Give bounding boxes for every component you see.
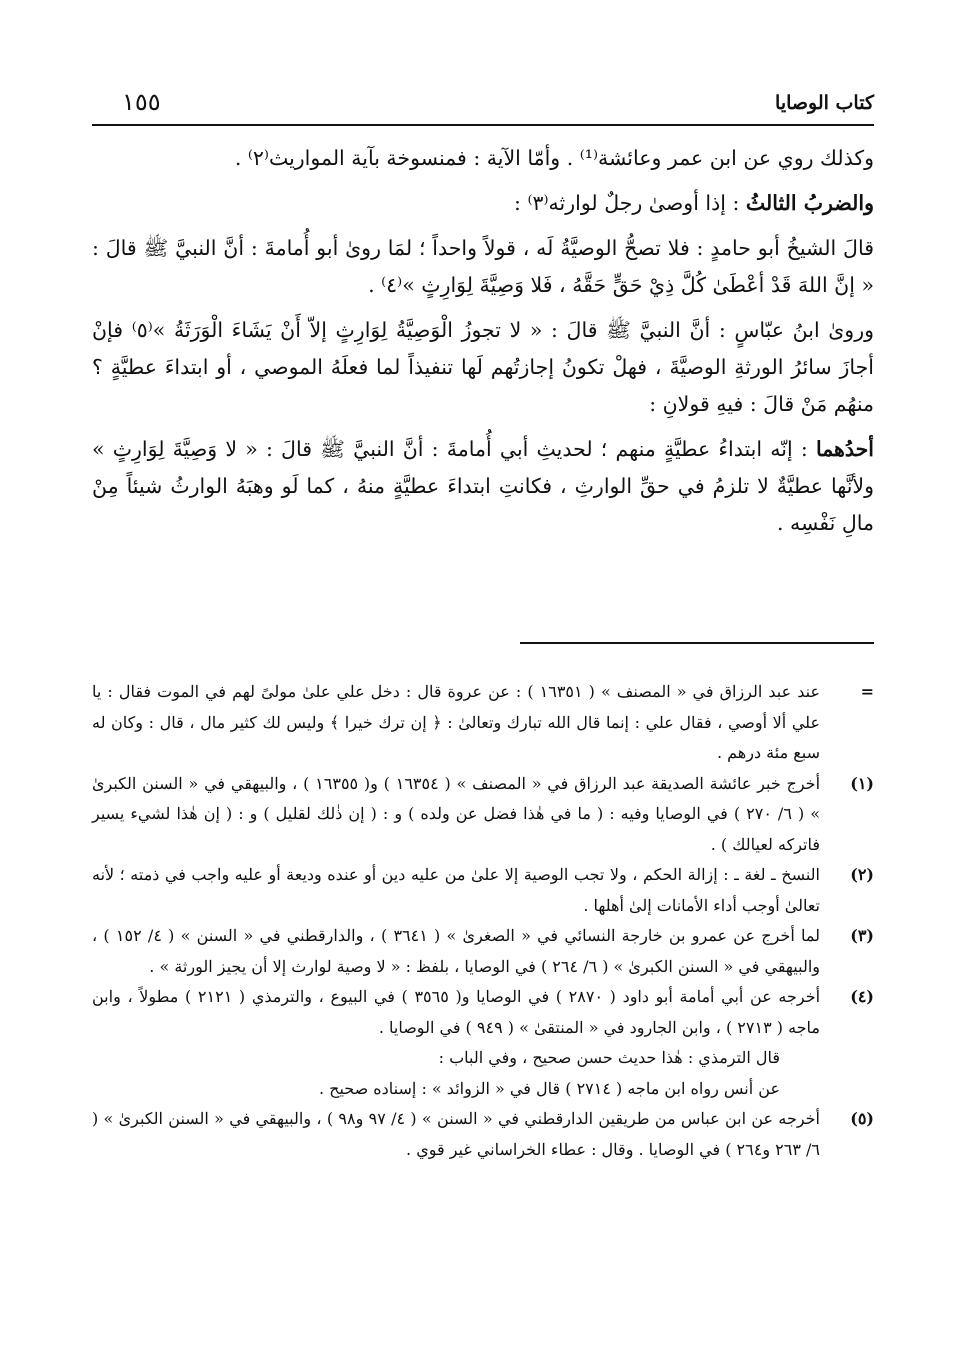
footnote-4 bbox=[92, 982, 874, 1104]
footnote-number: (٢) bbox=[850, 865, 874, 884]
paragraph-3: قالَ الشيخُ أبو حامدٍ : فلا تصحُّ الوصيَّةُ لَه ، قولاً واحداً ؛ لمَا روىٰ أبو أُمامةَ : أنَّ النبيَّ ﷺ قالَ : « إنَّ اللهَ قَدْ أعْطَىٰ كُلَّ ذِيْ حَقٍّ حَقَّهُ ، فَلا وَصِيَّةَ لِوَارِثٍ »⁽٤⁾ . bbox=[92, 236, 874, 297]
footnote-number: (٤) bbox=[850, 987, 874, 1006]
footnote-continued bbox=[92, 677, 874, 769]
footnote-1 bbox=[92, 769, 874, 861]
footnote-2 bbox=[92, 860, 874, 921]
footnote-subline: عن أنس رواه ابن ماجه ( ٢٧١٤ ) قال في « الزوائد » : إسناده صحيح . bbox=[318, 1078, 780, 1098]
footnote-divider bbox=[520, 642, 874, 644]
footnote-number: (٥) bbox=[850, 1109, 874, 1128]
footnote-text: أخرجه عن أبي أمامة أبو داود ( ٢٨٧٠ ) في الوصايا و( ٣٥٦٥ ) في البيوع ، والترمذي ( ٢١٢١ ) مطولاً ، وابن ماجه ( ٢٧١٣ ) ، وابن الجارود في « المنتقىٰ » ( ٩٤٩ ) في الوصايا . bbox=[92, 987, 821, 1037]
footnote-text: أخرج خبر عائشة الصديقة عبد الرزاق في « المصنف » ( ١٦٣٥٤ ) و( ١٦٣٥٥ ) ، والبيهقي في « السنن الكبرىٰ » ( ٦/ ٢٧٠ ) في الوصايا وفيه : ( ما في هٰذا فضل عن ولده ) و : ( إن ذٰلك لقليل ) و : ( إن هٰذا لشيء يسير فاتركه لعيالك ) . bbox=[92, 773, 821, 854]
footnote-3 bbox=[92, 921, 874, 982]
paragraph-2-text: : إذا أوصىٰ رجلٌ لوارثه⁽٣⁾ : bbox=[514, 191, 746, 215]
footnote-5 bbox=[92, 1104, 874, 1165]
main-text bbox=[92, 140, 874, 550]
footnote-subline: قال الترمذي : هٰذا حديث حسن صحيح ، وفي الباب : bbox=[438, 1048, 780, 1067]
paragraph-1: وكذلك روي عن ابن عمر وعائشة⁽¹⁾ . وأمّا الآية : فمنسوخة بآية المواريث⁽٢⁾ . bbox=[234, 146, 874, 170]
footnote-number: (٣) bbox=[850, 926, 874, 945]
footnote-number: (١) bbox=[850, 773, 874, 793]
footnote-text: عند عبد الرزاق في « المصنف » ( ١٦٣٥١ ) : عن عروة قال : دخل علي علىٰ مولىً لهم في الموت فقال : يا علي ألا أوصي ، فقال علي : إنما قال الله تبارك وتعالىٰ : ﴿ إن ترك خيرا ﴾ وليس لك كثير مال ، قال : وكان له سبع مئة درهم . bbox=[92, 682, 820, 762]
footnote-text: أخرجه عن ابن عباس من طريقين الدارقطني في « السنن » ( ٤/ ٩٧ و٩٨ ) ، والبيهقي في « السنن الكبرىٰ » ( ٦/ ٢٦٣ و٢٦٤ ) في الوصايا . وقال : عطاء الخراساني غير قوي . bbox=[92, 1109, 821, 1159]
book-title: كتاب الوصايا bbox=[775, 92, 874, 114]
section-heading: والضربُ الثالثُ bbox=[745, 191, 874, 215]
first-opinion-heading: أحدُهما bbox=[815, 437, 874, 461]
page-header bbox=[92, 84, 874, 126]
paragraph-5 bbox=[92, 431, 874, 542]
footnote-text: النسخ ـ لغة ـ : إزالة الحكم ، ولا تجب الوصية إلا علىٰ من عليه دين أو عنده وديعة أو عليه واجب في ذمته ؛ لأنه تعالىٰ أوجب أداء الأمانات إلىٰ أهلها . bbox=[92, 865, 820, 915]
paragraph-5-text: : إنّه ابتداءُ عطيَّةٍ منهم ؛ لحديثِ أبي أُمامةَ : أنَّ النبيَّ ﷺ قالَ : « لا وَصِيَّةَ لِوَارِثٍ » ولأنَّها عطيَّةٌ لا تلزمُ في حقِّ الوارثِ ، فكانتِ ابتداءَ عطيَّةٍ منهُ ، كما لَو وهبَهُ الوارثُ شيئاً مِنْ مالِ نَفْسِه . bbox=[92, 437, 874, 535]
footnote-text: لما أخرج عن عمرو بن خارجة النسائي في « الصغرىٰ » ( ٣٦٤١ ) ، والدارقطني في « السنن » ( ٤/ ١٥٢ ) ، والبيهقي في « السنن الكبرىٰ » ( ٦/ ٢٦٤ ) في الوصايا ، بلفظ : « لا وصية لوارث إلا أن يجيز الورثة » . bbox=[92, 926, 821, 976]
footnotes bbox=[92, 677, 874, 1165]
paragraph-2 bbox=[92, 185, 874, 222]
footnote-marker: = bbox=[860, 682, 874, 701]
paragraph-4: وروىٰ ابنُ عبّاسٍ : أنَّ النبيَّ ﷺ قالَ : « لا تجوزُ الْوَصِيَّةُ لِوَارِثٍ إلاّ أَنْ يَشَاءَ الْوَرَثَةُ »⁽٥⁾ فإنْ أجازَ سائرُ الورثةِ الوصيَّةَ ، فهلْ تكونُ إجازتُهم لَها تنفيذاً لما فعلَهُ الموصي ، أو ابتداءَ عطيَّةٍ ؟ منهُم مَنْ قالَ : فيهِ قولانِ : bbox=[92, 318, 874, 416]
page-number: ١٥٥ bbox=[122, 88, 161, 116]
